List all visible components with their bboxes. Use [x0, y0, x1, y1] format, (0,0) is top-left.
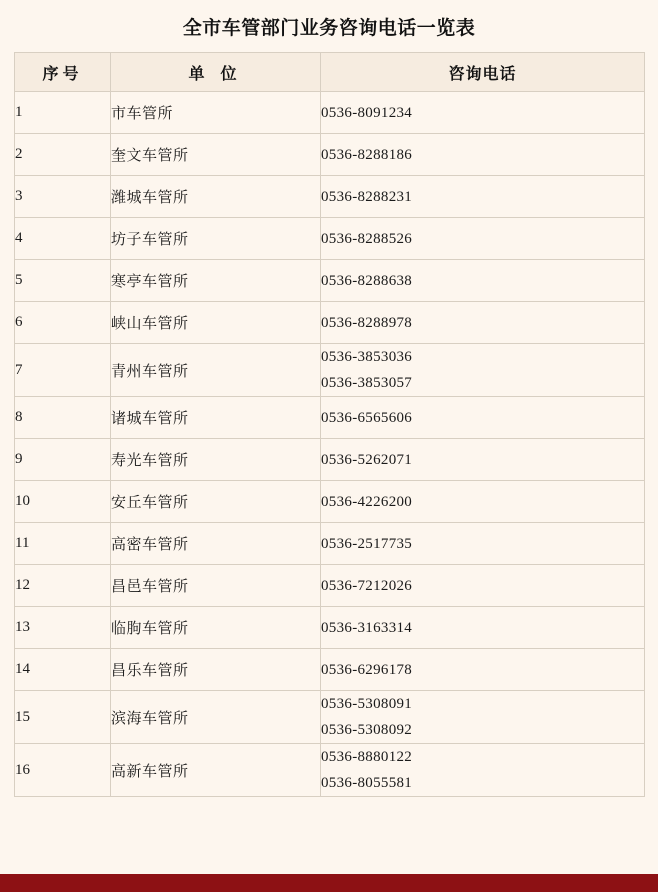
phone-directory-table — [14, 52, 645, 797]
row-unit-name: 奎文车管所 — [111, 134, 321, 176]
phone-number: 0536-3163314 — [321, 619, 413, 636]
row-index: 6 — [15, 302, 111, 344]
table-row — [15, 744, 645, 797]
row-phone-numbers — [321, 607, 645, 649]
phone-number: 0536-8880122 — [321, 749, 413, 765]
row-phone-numbers — [321, 523, 645, 565]
row-index: 9 — [15, 439, 111, 481]
phone-number: 0536-3853057 — [321, 375, 413, 391]
phone-number: 0536-8288526 — [321, 230, 413, 247]
row-phone-numbers — [321, 439, 645, 481]
table-row — [15, 176, 645, 218]
phone-number: 0536-8288638 — [321, 272, 413, 289]
table-row — [15, 397, 645, 439]
table-row — [15, 260, 645, 302]
row-index: 16 — [15, 744, 111, 797]
table-row — [15, 439, 645, 481]
row-index: 11 — [15, 523, 111, 565]
footer-accent-bar — [0, 874, 658, 892]
table-row — [15, 92, 645, 134]
phone-number: 0536-7212026 — [321, 577, 413, 594]
phone-number: 0536-8091234 — [321, 104, 413, 121]
row-phone-numbers — [321, 344, 645, 397]
row-unit-name: 坊子车管所 — [111, 218, 321, 260]
table-row — [15, 565, 645, 607]
row-phone-numbers — [321, 565, 645, 607]
row-index: 1 — [15, 92, 111, 134]
row-unit-name: 寿光车管所 — [111, 439, 321, 481]
row-index: 14 — [15, 649, 111, 691]
phone-number: 0536-4226200 — [321, 493, 413, 510]
phone-number: 0536-8288978 — [321, 314, 413, 331]
column-header-unit: 单 位 — [111, 53, 321, 92]
row-unit-name: 昌邑车管所 — [111, 565, 321, 607]
table-container — [0, 52, 658, 797]
phone-number: 0536-8288231 — [321, 188, 413, 205]
phone-number: 0536-8055581 — [321, 775, 413, 791]
row-phone-numbers — [321, 302, 645, 344]
table-row — [15, 344, 645, 397]
row-unit-name: 高新车管所 — [111, 744, 321, 797]
row-phone-numbers — [321, 691, 645, 744]
row-unit-name: 寒亭车管所 — [111, 260, 321, 302]
page-title: 全市车管部门业务咨询电话一览表 — [182, 18, 476, 39]
phone-number: 0536-5308092 — [321, 722, 413, 738]
row-unit-name: 峡山车管所 — [111, 302, 321, 344]
row-unit-name: 潍城车管所 — [111, 176, 321, 218]
table-body — [15, 92, 645, 797]
phone-number: 0536-5262071 — [321, 451, 413, 468]
row-index: 2 — [15, 134, 111, 176]
row-phone-numbers — [321, 218, 645, 260]
row-unit-name: 滨海车管所 — [111, 691, 321, 744]
row-unit-name: 诸城车管所 — [111, 397, 321, 439]
table-header — [15, 53, 645, 92]
row-unit-name: 昌乐车管所 — [111, 649, 321, 691]
row-unit-name: 临朐车管所 — [111, 607, 321, 649]
phone-number: 0536-6565606 — [321, 409, 413, 426]
phone-number: 0536-5308091 — [321, 696, 413, 712]
row-phone-numbers — [321, 134, 645, 176]
phone-number: 0536-8288186 — [321, 146, 413, 163]
table-row — [15, 134, 645, 176]
row-phone-numbers — [321, 744, 645, 797]
phone-number: 0536-6296178 — [321, 661, 413, 678]
row-phone-numbers — [321, 92, 645, 134]
column-header-tel: 咨询电话 — [321, 53, 645, 92]
row-phone-numbers — [321, 260, 645, 302]
column-header-no: 序号 — [15, 53, 111, 92]
row-index: 12 — [15, 565, 111, 607]
row-phone-numbers — [321, 481, 645, 523]
table-row — [15, 218, 645, 260]
row-index: 5 — [15, 260, 111, 302]
table-row — [15, 649, 645, 691]
row-unit-name: 青州车管所 — [111, 344, 321, 397]
row-index: 10 — [15, 481, 111, 523]
row-index: 15 — [15, 691, 111, 744]
row-index: 13 — [15, 607, 111, 649]
phone-number: 0536-2517735 — [321, 535, 413, 552]
table-row — [15, 523, 645, 565]
row-phone-numbers — [321, 176, 645, 218]
row-phone-numbers — [321, 397, 645, 439]
row-index: 3 — [15, 176, 111, 218]
row-index: 7 — [15, 344, 111, 397]
table-row — [15, 691, 645, 744]
row-unit-name: 市车管所 — [111, 92, 321, 134]
row-index: 8 — [15, 397, 111, 439]
row-unit-name: 高密车管所 — [111, 523, 321, 565]
row-index: 4 — [15, 218, 111, 260]
table-row — [15, 481, 645, 523]
table-row — [15, 302, 645, 344]
row-phone-numbers — [321, 649, 645, 691]
phone-number: 0536-3853036 — [321, 349, 413, 365]
table-header-row — [15, 53, 645, 92]
row-unit-name: 安丘车管所 — [111, 481, 321, 523]
table-row — [15, 607, 645, 649]
